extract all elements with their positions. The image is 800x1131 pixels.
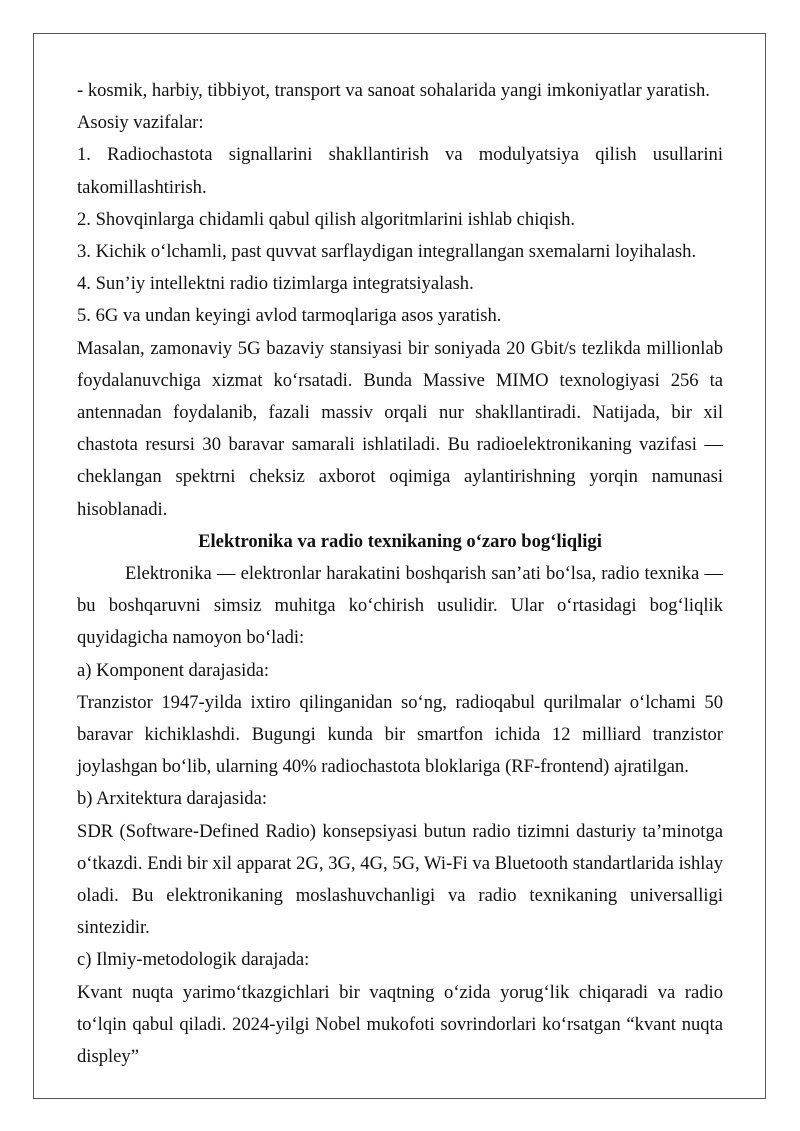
subheading-c: c) Ilmiy-metodologik darajada: — [77, 949, 310, 971]
list-item-4: 4. Sun’iy intellektni radio tizimlarga integratsiyalash. — [77, 273, 474, 295]
list-item-3: 3. Kichik o‘lchamli, past quvvat sarflaydigan integrallangan sxemalarni loyihalash. — [77, 241, 697, 263]
intro-paragraph: Elektronika — elektronlar harakatini boshqarish san’ati bo‘lsa, radio texnika — bu boshqaruvni simsiz muhitga ko‘chirish usulidir. Ular o‘rtasidagi bog‘liqlik quyidagicha namoyon bo‘ladi: — [77, 563, 723, 649]
paragraph-component: Tranzistor 1947-yilda ixtiro qilinganidan so‘ng, radioqabul qurilmalar o‘lchami 50 baravar kichiklashdi. Bugungi kunda bir smartfon ichida 12 milliard tranzistor joylashgan bo‘lib, ularning 40% radiochastota bloklariga (RF-frontend) ajratilgan. — [77, 691, 723, 778]
subheading-a: a) Komponent darajasida: — [77, 659, 270, 681]
list-item-2: 2. Shovqinlarga chidamli qabul qilish algoritmlarini ishlab chiqish. — [77, 208, 576, 230]
list-item-1: 1. Radiochastota signallarini shakllantirish va modulyatsiya qilish usullarini takomillashtirish. — [77, 144, 723, 198]
paragraph-scientific: Kvant nuqta yarimo‘tkazgichlari bir vaqtning o‘zida yorug‘lik chiqaradi va radio to‘lqin qabul qiladi. 2024-yilgi Nobel mukofoti sovrindorlari ko‘rsatgan “kvant nuqta displey” — [77, 981, 723, 1068]
document-body — [77, 75, 723, 1073]
section-heading: Elektronika va radio texnikaning o‘zaro bog‘liqligi — [198, 530, 602, 552]
example-paragraph: Masalan, zamonaviy 5G bazaviy stansiyasi bir soniyada 20 Gbit/s tezlikda millionlab foydalanuvchiga xizmat ko‘rsatadi. Bunda Massive MIMO texnologiyasi 256 ta antennadan foydalanib, fazali massiv orqali nur shakllantiradi. Natijada, bir xil chastota resursi 30 baravar samarali ishlatiladi. Bu radioelektronikaning vazifasi — cheklangan spektrni cheksiz axborot oqimiga aylantirishning yorqin namunasi hisoblanadi. — [77, 337, 723, 520]
section-label-tasks: Asosiy vazifalar: — [77, 112, 204, 134]
list-item-5: 5. 6G va undan keyingi avlod tarmoqlariga asos yaratish. — [77, 305, 502, 327]
subheading-b: b) Arxitektura darajasida: — [77, 788, 267, 810]
paragraph-architecture: SDR (Software-Defined Radio) konsepsiyasi butun radio tizimni dasturiy ta’minotga o‘tkazdi. Endi bir xil apparat 2G, 3G, 4G, 5G, Wi-Fi va Bluetooth standartlarida ishlay oladi. Bu elektronikaning moslashuvchanligi va radio texnikaning universalligi sintezidir. — [77, 820, 723, 939]
bullet-line: - kosmik, harbiy, tibbiyot, transport va sanoat sohalarida yangi imkoniyatlar yaratish. — [77, 80, 710, 101]
